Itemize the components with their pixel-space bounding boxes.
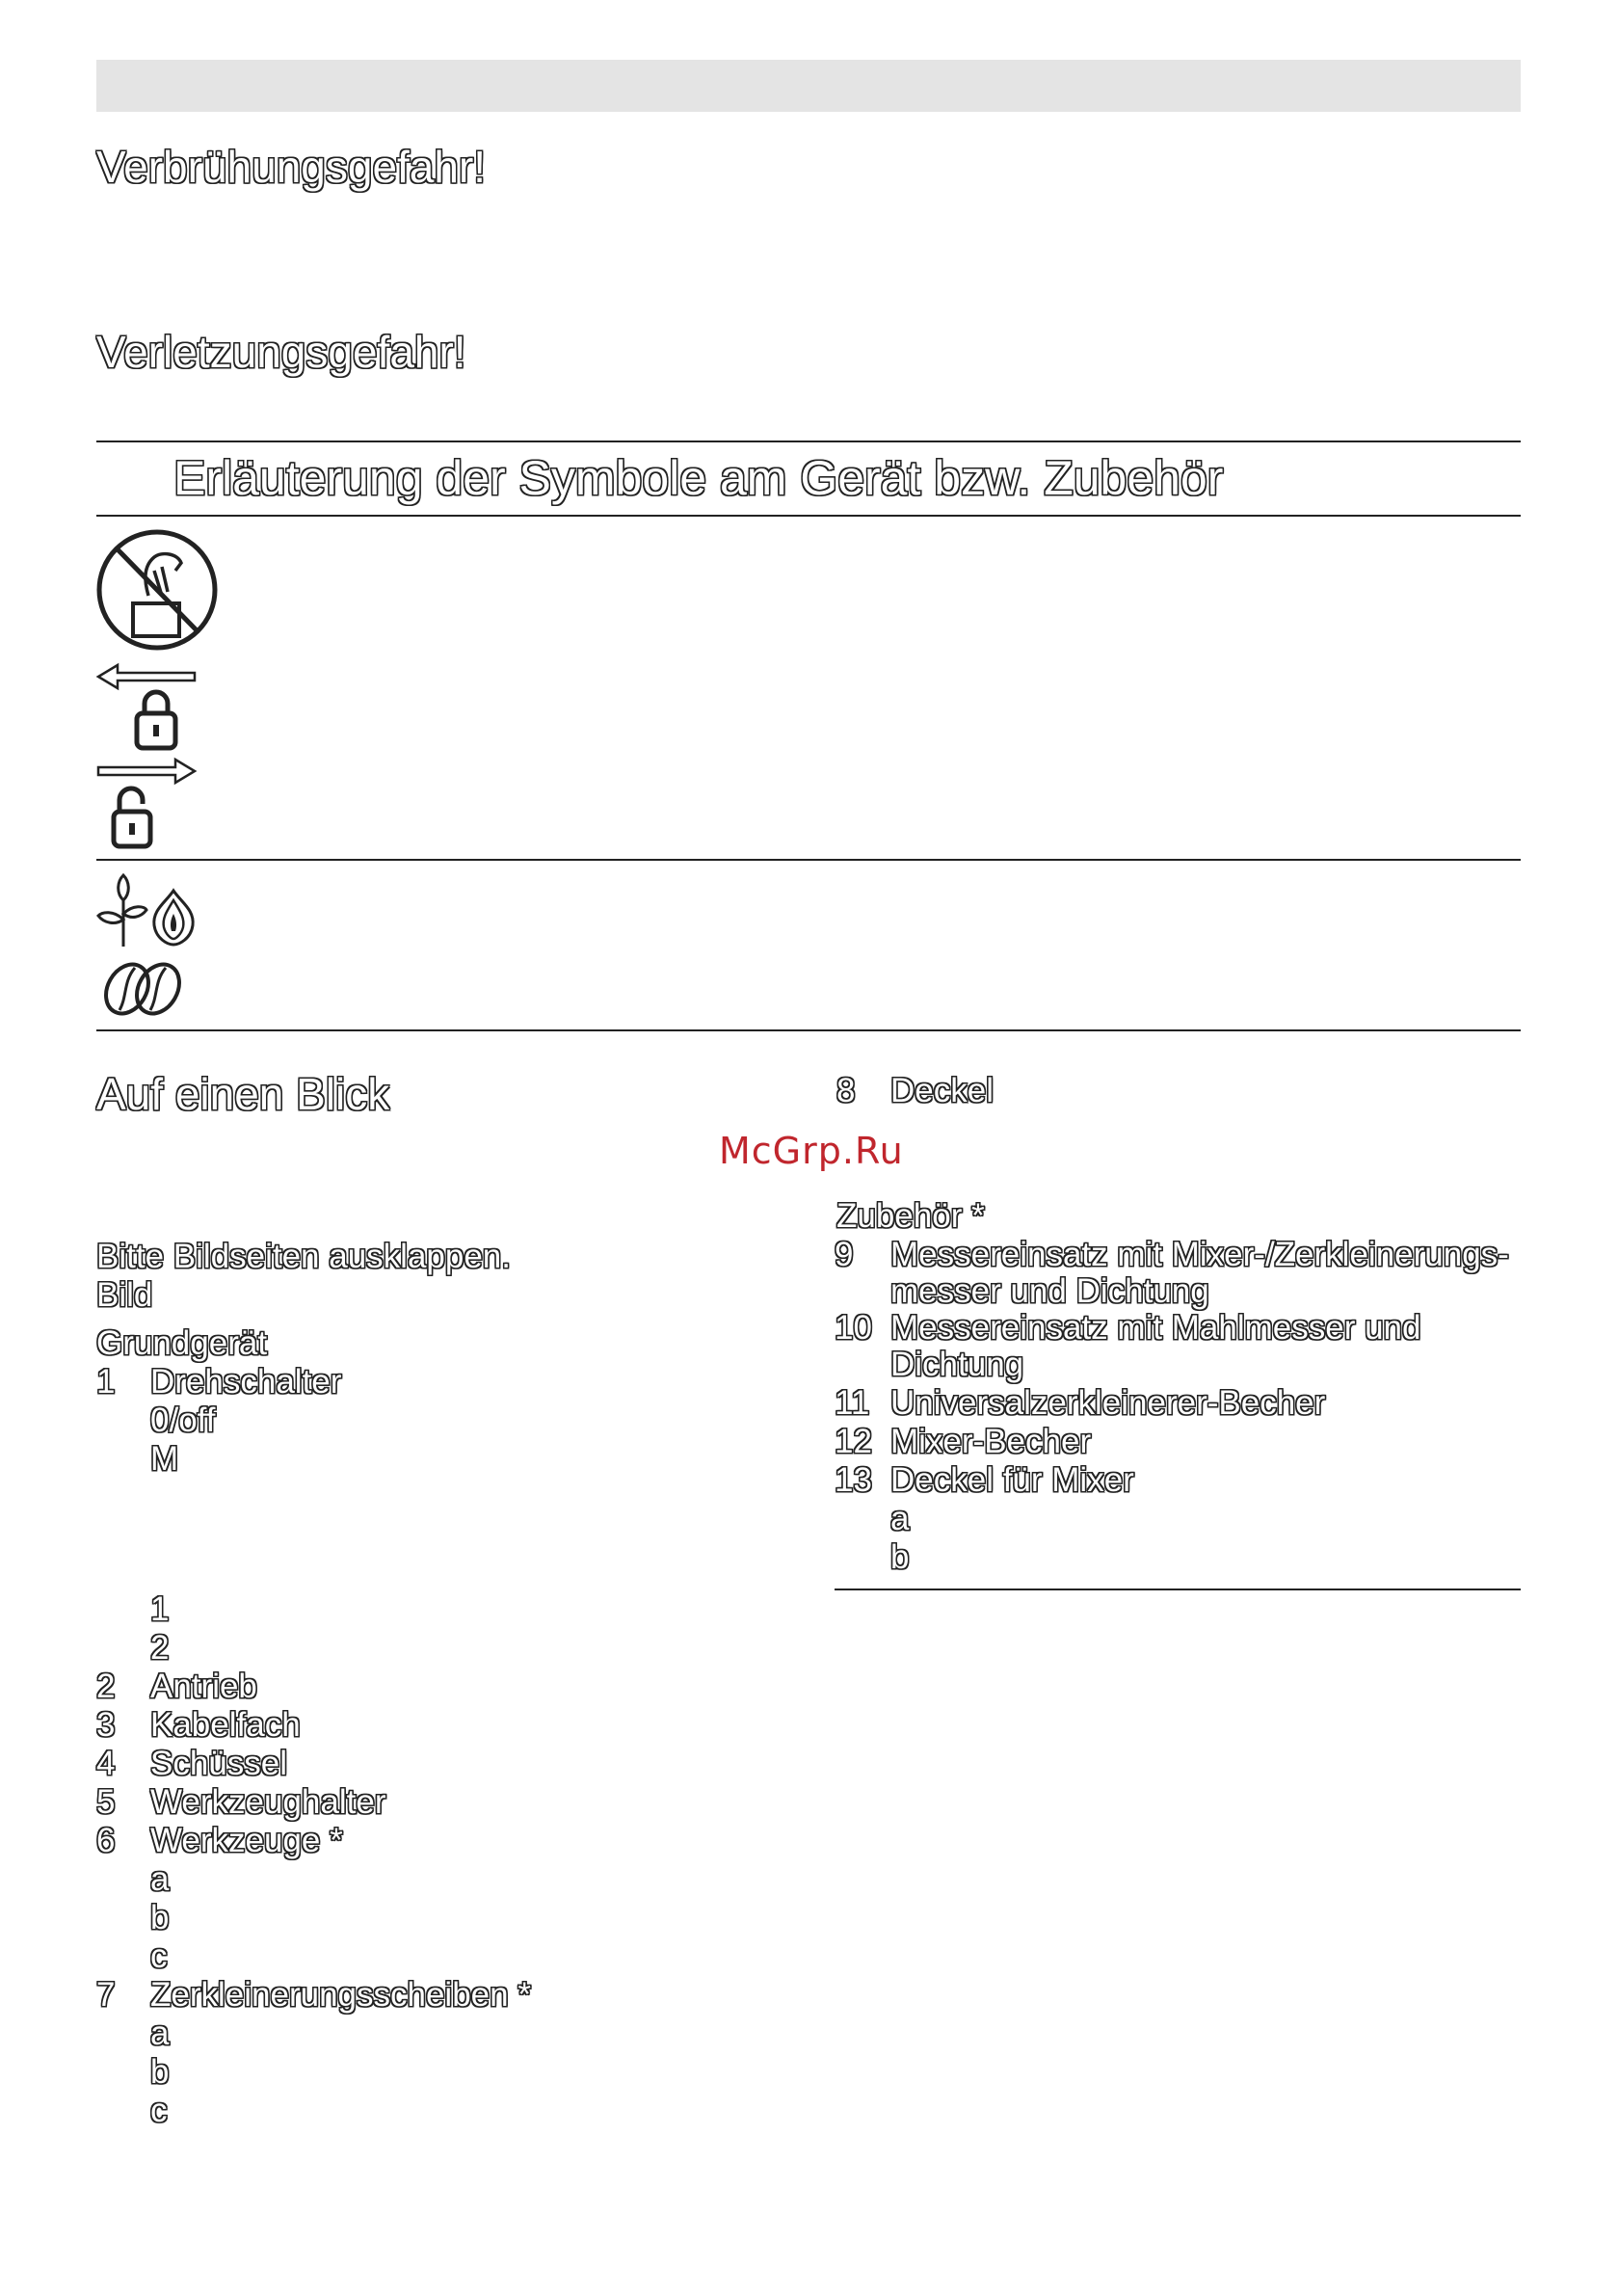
header-bar — [96, 60, 1521, 112]
list-label: Dichtung — [890, 1346, 1024, 1383]
lock-arrow-left-icon — [94, 657, 199, 754]
list-number: 7 — [96, 1976, 116, 2014]
list-label: Deckel für Mixer — [890, 1461, 1134, 1499]
list-label: Messereinsatz mit Mixer-/Zerkleinerungs- — [890, 1236, 1509, 1273]
unlock-arrow-right-icon — [94, 756, 199, 852]
divider — [96, 859, 1521, 861]
intro-image-label: Bild — [96, 1276, 153, 1314]
list-label: Werkzeuge * — [150, 1822, 343, 1859]
list-number: 2 — [96, 1668, 116, 1705]
list-label: a — [150, 2015, 170, 2052]
list-number: 6 — [96, 1822, 116, 1859]
coffee-beans-icon — [100, 960, 187, 1018]
herbs-onion-icon — [94, 871, 200, 948]
list-label: Messereinsatz mit Mahlmesser und — [890, 1309, 1421, 1347]
list-label: Mixer-Becher — [890, 1423, 1092, 1460]
list-label: M — [150, 1440, 179, 1478]
list-number: 12 — [835, 1423, 872, 1460]
list-label: Schüssel — [150, 1745, 288, 1782]
list-label: messer und Dichtung — [890, 1272, 1209, 1310]
symbols-title: Erläuterung der Symbole am Gerät bzw. Zubehör — [173, 451, 1224, 505]
list-label: 1 — [150, 1590, 170, 1628]
list-number: 13 — [835, 1461, 872, 1499]
list-number: 5 — [96, 1783, 116, 1821]
list-label: a — [150, 1860, 170, 1898]
list-label: c — [150, 2092, 168, 2129]
list-number: 1 — [96, 1363, 116, 1401]
divider — [835, 1589, 1521, 1590]
divider — [96, 515, 1521, 517]
list-label: Drehschalter — [150, 1363, 342, 1401]
list-label: b — [890, 1538, 910, 1576]
watermark-text: McGrp.Ru — [719, 1130, 904, 1172]
divider — [96, 1029, 1521, 1031]
no-hand-in-container-icon — [94, 528, 222, 654]
base-section-heading: Grundgerät — [96, 1324, 268, 1362]
list-label: b — [150, 1899, 170, 1936]
list-number: 4 — [96, 1745, 116, 1782]
list-number: 3 — [96, 1706, 116, 1744]
list-label: c — [150, 1937, 168, 1975]
list-number: 9 — [835, 1236, 854, 1273]
list-label: Kabelfach — [150, 1706, 301, 1744]
list-label: Werkzeughalter — [150, 1783, 386, 1821]
list-label: 2 — [150, 1629, 170, 1667]
list-label: Universalzerkleinerer-Becher — [890, 1384, 1326, 1422]
list-label: Zerkleinerungsscheiben * — [150, 1976, 531, 2014]
list-number: 10 — [835, 1309, 872, 1347]
list-label: a — [890, 1500, 910, 1537]
intro-text: Bitte Bildseiten ausklappen. — [96, 1238, 511, 1275]
scald-warning: Verbrühungsgefahr! — [96, 142, 487, 192]
list-label: Antrieb — [150, 1668, 257, 1705]
injury-warning: Verletzungsgefahr! — [96, 327, 466, 377]
overview-title: Auf einen Blick — [96, 1069, 390, 1119]
accessories-section-heading: Zubehör * — [836, 1197, 985, 1235]
divider — [96, 441, 1521, 442]
list-label: b — [150, 2053, 170, 2091]
list-number: 11 — [835, 1384, 870, 1422]
list-label: Deckel — [890, 1072, 994, 1109]
list-number: 8 — [836, 1072, 856, 1109]
list-label: 0/off — [150, 1402, 216, 1439]
